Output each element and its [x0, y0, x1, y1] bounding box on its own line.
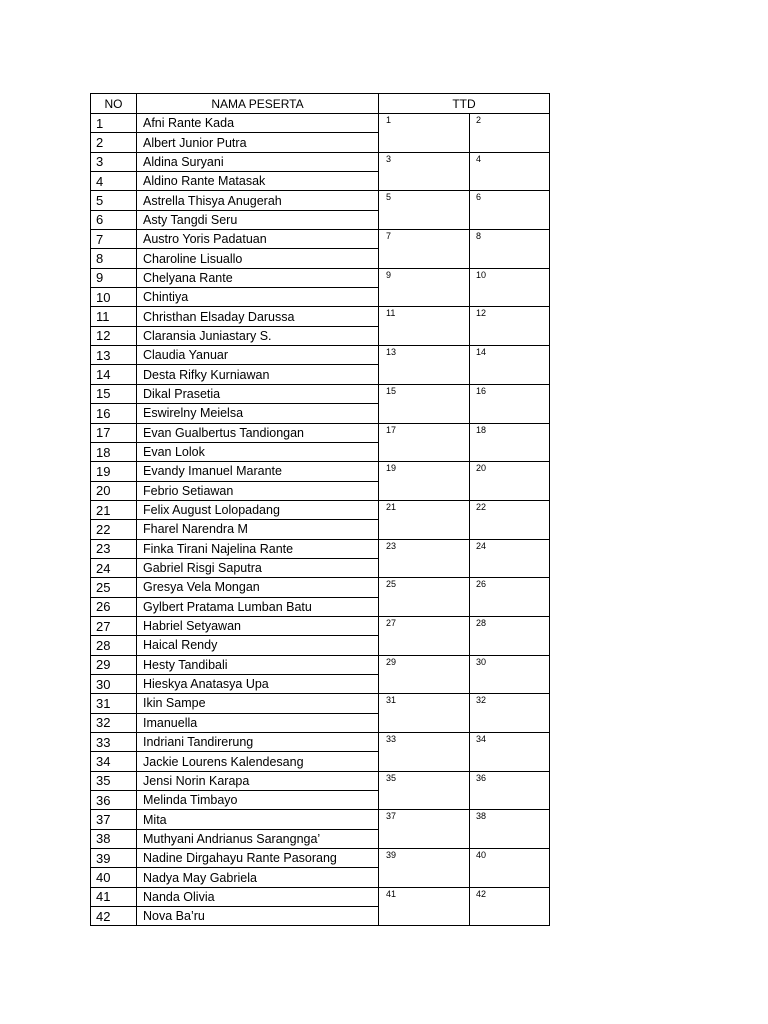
signature-box: 19	[379, 462, 470, 501]
signature-box: 6	[470, 191, 550, 230]
signature-box: 16	[470, 384, 550, 423]
row-number: 5	[91, 191, 137, 210]
table-row	[91, 578, 550, 597]
header-nama-peserta: NAMA PESERTA	[137, 94, 379, 114]
row-number: 20	[91, 481, 137, 500]
signature-box: 9	[379, 268, 470, 307]
signature-box: 25	[379, 578, 470, 617]
row-number: 39	[91, 849, 137, 868]
row-number: 6	[91, 210, 137, 229]
participant-name: Ikin Sampe	[137, 694, 379, 713]
table-row	[91, 114, 550, 133]
row-number: 16	[91, 404, 137, 423]
row-number: 34	[91, 752, 137, 771]
signature-box: 3	[379, 152, 470, 191]
row-number: 14	[91, 365, 137, 384]
signature-box: 21	[379, 500, 470, 539]
signature-box: 4	[470, 152, 550, 191]
row-number: 35	[91, 771, 137, 790]
signature-box: 5	[379, 191, 470, 230]
table-row	[91, 462, 550, 481]
signature-box: 2	[470, 114, 550, 153]
table-row	[91, 230, 550, 249]
row-number: 13	[91, 346, 137, 365]
participant-name: Afni Rante Kada	[137, 114, 379, 133]
row-number: 30	[91, 674, 137, 693]
signature-box: 38	[470, 810, 550, 849]
signature-box: 11	[379, 307, 470, 346]
participant-name: Charoline Lisuallo	[137, 249, 379, 268]
row-number: 21	[91, 500, 137, 519]
row-number: 37	[91, 810, 137, 829]
row-number: 12	[91, 326, 137, 345]
table-row	[91, 500, 550, 519]
participant-name: Felix August Lolopadang	[137, 500, 379, 519]
participant-name: Evan Gualbertus Tandiongan	[137, 423, 379, 442]
table-row	[91, 849, 550, 868]
signature-box: 13	[379, 346, 470, 385]
participant-name: Mita	[137, 810, 379, 829]
participant-name: Fharel Narendra M	[137, 520, 379, 539]
row-number: 36	[91, 791, 137, 810]
row-number: 31	[91, 694, 137, 713]
participant-name: Gresya Vela Mongan	[137, 578, 379, 597]
participant-name: Febrio Setiawan	[137, 481, 379, 500]
row-number: 18	[91, 442, 137, 461]
participant-name: Habriel Setyawan	[137, 616, 379, 635]
table-row	[91, 733, 550, 752]
signature-box: 32	[470, 694, 550, 733]
row-number: 11	[91, 307, 137, 326]
participant-name: Claudia Yanuar	[137, 346, 379, 365]
table-header	[91, 94, 550, 114]
table-row	[91, 616, 550, 635]
participant-name: Albert Junior Putra	[137, 133, 379, 152]
signature-box: 35	[379, 771, 470, 810]
signature-box: 8	[470, 230, 550, 269]
row-number: 29	[91, 655, 137, 674]
signature-box: 41	[379, 887, 470, 926]
participant-name: Hieskya Anatasya Upa	[137, 674, 379, 693]
row-number: 1	[91, 114, 137, 133]
row-number: 32	[91, 713, 137, 732]
signature-box: 42	[470, 887, 550, 926]
row-number: 23	[91, 539, 137, 558]
row-number: 15	[91, 384, 137, 403]
signature-box: 30	[470, 655, 550, 694]
table-row	[91, 152, 550, 171]
signature-box: 26	[470, 578, 550, 617]
participant-name: Evan Lolok	[137, 442, 379, 461]
signature-box: 18	[470, 423, 550, 462]
signature-box: 10	[470, 268, 550, 307]
participant-name: Melinda Timbayo	[137, 791, 379, 810]
participant-name: Asty Tangdi Seru	[137, 210, 379, 229]
table-row	[91, 694, 550, 713]
participant-name: Gabriel Risgi Saputra	[137, 558, 379, 577]
participant-name: Nova Ba’ru	[137, 907, 379, 926]
signature-box: 7	[379, 230, 470, 269]
signature-box: 20	[470, 462, 550, 501]
table-row	[91, 384, 550, 403]
header-no: NO	[91, 94, 137, 114]
table-row	[91, 268, 550, 287]
table-row	[91, 539, 550, 558]
signature-box: 15	[379, 384, 470, 423]
table-row	[91, 191, 550, 210]
participant-name: Muthyani Andrianus Sarangnga’	[137, 829, 379, 848]
signature-box: 31	[379, 694, 470, 733]
signature-box: 36	[470, 771, 550, 810]
attendance-table	[90, 93, 550, 926]
participant-name: Nadine Dirgahayu Rante Pasorang	[137, 849, 379, 868]
participant-name: Desta Rifky Kurniawan	[137, 365, 379, 384]
table-row	[91, 423, 550, 442]
table-row	[91, 887, 550, 906]
table-row	[91, 810, 550, 829]
signature-box: 12	[470, 307, 550, 346]
signature-box: 1	[379, 114, 470, 153]
participant-name: Nanda Olivia	[137, 887, 379, 906]
table-row	[91, 655, 550, 674]
participant-name: Indriani Tandirerung	[137, 733, 379, 752]
participant-name: Jensi Norin Karapa	[137, 771, 379, 790]
participant-name: Hesty Tandibali	[137, 655, 379, 674]
signature-box: 33	[379, 733, 470, 772]
row-number: 41	[91, 887, 137, 906]
row-number: 24	[91, 558, 137, 577]
table-row	[91, 346, 550, 365]
participant-name: Finka Tirani Najelina Rante	[137, 539, 379, 558]
table-row	[91, 771, 550, 790]
row-number: 2	[91, 133, 137, 152]
row-number: 27	[91, 616, 137, 635]
signature-box: 17	[379, 423, 470, 462]
participant-name: Aldino Rante Matasak	[137, 172, 379, 191]
participant-name: Imanuella	[137, 713, 379, 732]
participant-name: Eswirelny Meielsa	[137, 404, 379, 423]
row-number: 4	[91, 172, 137, 191]
signature-box: 37	[379, 810, 470, 849]
row-number: 38	[91, 829, 137, 848]
participant-name: Evandy Imanuel Marante	[137, 462, 379, 481]
participant-name: Aldina Suryani	[137, 152, 379, 171]
participant-name: Christhan Elsaday Darussa	[137, 307, 379, 326]
participant-name: Claransia Juniastary S.	[137, 326, 379, 345]
table-row	[91, 307, 550, 326]
signature-box: 22	[470, 500, 550, 539]
signature-box: 23	[379, 539, 470, 578]
signature-box: 29	[379, 655, 470, 694]
row-number: 19	[91, 462, 137, 481]
participant-name: Gylbert Pratama Lumban Batu	[137, 597, 379, 616]
row-number: 25	[91, 578, 137, 597]
participant-name: Dikal Prasetia	[137, 384, 379, 403]
participant-name: Austro Yoris Padatuan	[137, 230, 379, 249]
table-body	[91, 114, 550, 926]
signature-box: 39	[379, 849, 470, 888]
participant-name: Chintiya	[137, 288, 379, 307]
signature-box: 28	[470, 616, 550, 655]
row-number: 8	[91, 249, 137, 268]
row-number: 42	[91, 907, 137, 926]
row-number: 26	[91, 597, 137, 616]
participant-name: Jackie Lourens Kalendesang	[137, 752, 379, 771]
row-number: 28	[91, 636, 137, 655]
signature-box: 27	[379, 616, 470, 655]
participant-name: Astrella Thisya Anugerah	[137, 191, 379, 210]
row-number: 17	[91, 423, 137, 442]
participant-name: Haical Rendy	[137, 636, 379, 655]
participant-name: Chelyana Rante	[137, 268, 379, 287]
signature-box: 34	[470, 733, 550, 772]
header-ttd: TTD	[379, 94, 550, 114]
row-number: 22	[91, 520, 137, 539]
row-number: 10	[91, 288, 137, 307]
row-number: 9	[91, 268, 137, 287]
row-number: 33	[91, 733, 137, 752]
signature-box: 14	[470, 346, 550, 385]
signature-box: 40	[470, 849, 550, 888]
row-number: 3	[91, 152, 137, 171]
signature-box: 24	[470, 539, 550, 578]
row-number: 40	[91, 868, 137, 887]
row-number: 7	[91, 230, 137, 249]
participant-name: Nadya May Gabriela	[137, 868, 379, 887]
